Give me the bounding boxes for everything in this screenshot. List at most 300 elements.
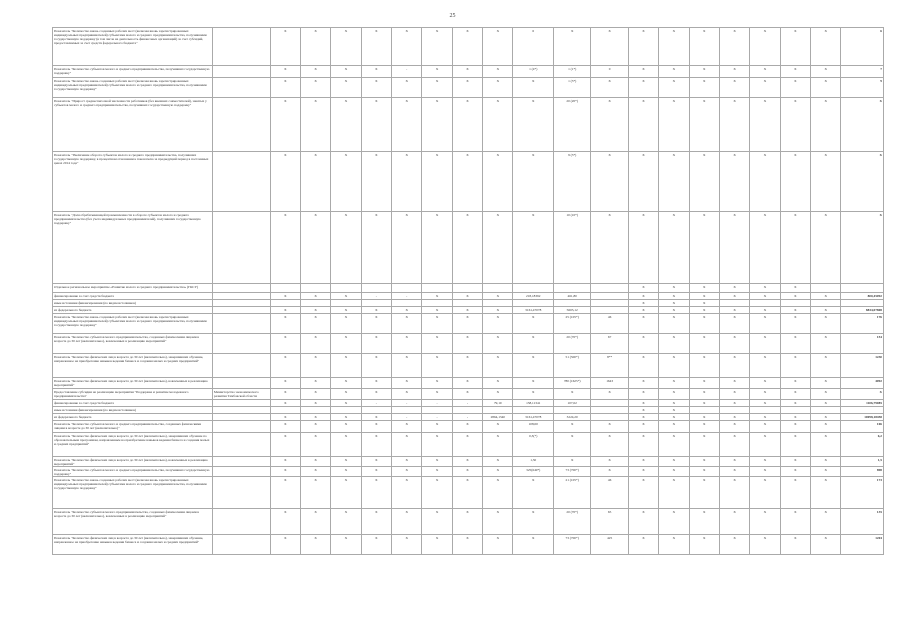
- value-cell: Х: [780, 354, 810, 378]
- value-cell: Х: [628, 300, 658, 307]
- value-cell: Х: [780, 467, 810, 477]
- executor-cell: [212, 433, 270, 457]
- value-cell: Х: [513, 152, 553, 212]
- table-row: [53, 307, 884, 314]
- value-cell: 20 (70*): [553, 509, 590, 535]
- value-cell: 1 (3*): [553, 78, 590, 98]
- value-cell: Х: [331, 477, 361, 509]
- value-cell: Х: [452, 212, 482, 284]
- value-cell: Х: [659, 421, 689, 433]
- table-row: [53, 334, 884, 354]
- value-cell: Х: [361, 152, 391, 212]
- value-cell: Х: [780, 98, 810, 152]
- table-row: [53, 467, 884, 477]
- value-cell: Х: [628, 433, 658, 457]
- value-cell: Х: [689, 284, 719, 293]
- value-cell: Х: [659, 400, 689, 407]
- value-cell: [591, 407, 628, 414]
- value-cell: Х: [392, 212, 422, 284]
- value-cell: 0: [591, 66, 628, 78]
- value-cell: 1 (4*): [513, 66, 553, 78]
- value-cell: Х: [628, 78, 658, 98]
- value-cell: Х: [452, 509, 482, 535]
- indicator-name-cell: финансирование за счет средств бюджета: [53, 293, 213, 300]
- total-cell: 135: [841, 509, 884, 535]
- value-cell: Х: [719, 421, 749, 433]
- value-cell: Х: [689, 457, 719, 467]
- value-cell: Х: [452, 457, 482, 467]
- value-cell: 9 (3*): [553, 152, 590, 212]
- value-cell: Х: [780, 314, 810, 334]
- value-cell: 425: [591, 535, 628, 555]
- value-cell: Х: [628, 477, 658, 509]
- value-cell: 46: [591, 314, 628, 334]
- value-cell: Х: [659, 307, 689, 314]
- value-cell: Х: [422, 28, 452, 66]
- value-cell: Х: [422, 467, 452, 477]
- indicator-name-cell: Показатель "Количество вновь созданных рабочих мест (включая вновь зарегистрированных индивидуальных предпринимателей) субъектами малого и среднего предпринимательства, получившими государственную поддержку": [53, 78, 213, 98]
- table-row: [53, 66, 884, 78]
- value-cell: Х: [659, 457, 689, 467]
- executor-cell: [212, 354, 270, 378]
- value-cell: Х: [483, 314, 513, 334]
- value-cell: Х: [689, 98, 719, 152]
- value-cell: Х: [719, 467, 749, 477]
- value-cell: Х: [750, 98, 780, 152]
- value-cell: Х: [361, 477, 391, 509]
- value-cell: Х: [719, 152, 749, 212]
- value-cell: Х: [452, 354, 482, 378]
- value-cell: Х: [628, 467, 658, 477]
- value-cell: Х: [811, 389, 841, 400]
- value-cell: Х: [628, 457, 658, 467]
- executor-cell: [212, 509, 270, 535]
- value-cell: Х: [689, 212, 719, 284]
- value-cell: 3224,20: [553, 414, 590, 421]
- value-cell: [553, 300, 590, 307]
- value-cell: Х: [719, 314, 749, 334]
- executor-cell: [212, 284, 270, 293]
- value-cell: Х: [392, 378, 422, 389]
- value-cell: Х: [422, 307, 452, 314]
- value-cell: Х: [780, 293, 810, 300]
- table-row: [53, 477, 884, 509]
- value-cell: Х: [392, 314, 422, 334]
- value-cell: Х: [591, 467, 628, 477]
- indicator-name-cell: Предоставление субсидии на реализацию мероприятия "Поддержка и развитие молодежного предпринимательства": [53, 389, 213, 400]
- value-cell: Х: [591, 98, 628, 152]
- value-cell: Х: [331, 457, 361, 467]
- executor-cell: [212, 414, 270, 421]
- value-cell: Х: [270, 152, 300, 212]
- value-cell: Х: [300, 457, 330, 467]
- value-cell: [553, 407, 590, 414]
- value-cell: Х: [659, 407, 689, 414]
- value-cell: Х: [300, 212, 330, 284]
- value-cell: Х: [300, 509, 330, 535]
- value-cell: Х: [483, 535, 513, 555]
- value-cell: Х: [750, 400, 780, 407]
- value-cell: Х: [331, 378, 361, 389]
- value-cell: Х: [750, 212, 780, 284]
- value-cell: Х: [422, 212, 452, 284]
- value-cell: Х: [422, 477, 452, 509]
- indicator-name-cell: Показатель "Количество физических лиц в возрасте до 30 лет (включительно), вовлеченных в реализацию мероприятий": [53, 457, 213, 467]
- indicator-name-cell: Показатель "Количество физических лиц в возрасте до 30 лет (включительно), вовлеченных в реализацию мероприятий": [53, 378, 213, 389]
- value-cell: 780 (1625*): [553, 378, 590, 389]
- value-cell: Х: [422, 314, 452, 334]
- value-cell: Х: [392, 477, 422, 509]
- total-cell: 106: [841, 421, 884, 433]
- value-cell: Х: [361, 334, 391, 354]
- total-cell: 800,45092: [841, 293, 884, 300]
- value-cell: 138,11341: [513, 400, 553, 407]
- value-cell: Х: [270, 477, 300, 509]
- value-cell: Х: [361, 378, 391, 389]
- value-cell: Х: [689, 477, 719, 509]
- value-cell: [392, 300, 422, 307]
- value-cell: Х: [553, 433, 590, 457]
- value-cell: Х: [689, 66, 719, 78]
- value-cell: Х: [719, 28, 749, 66]
- value-cell: Х: [689, 300, 719, 307]
- value-cell: -: [392, 66, 422, 78]
- value-cell: Х: [719, 354, 749, 378]
- value-cell: Х: [452, 314, 482, 334]
- value-cell: [422, 284, 452, 293]
- value-cell: Х: [422, 457, 452, 467]
- table-body: [53, 28, 884, 555]
- executor-cell: [212, 152, 270, 212]
- value-cell: Х: [300, 354, 330, 378]
- value-cell: [750, 300, 780, 307]
- value-cell: Х: [811, 293, 841, 300]
- value-cell: 325(649*): [513, 467, 553, 477]
- value-cell: Х: [422, 509, 452, 535]
- table-row: [53, 389, 884, 400]
- executor-cell: [212, 477, 270, 509]
- executor-cell: [212, 378, 270, 389]
- value-cell: Х: [422, 152, 452, 212]
- value-cell: Х: [750, 78, 780, 98]
- total-cell: 173: [841, 477, 884, 509]
- value-cell: Х: [811, 467, 841, 477]
- value-cell: Х: [780, 28, 810, 66]
- value-cell: Х: [689, 509, 719, 535]
- value-cell: Х: [689, 535, 719, 555]
- value-cell: Х: [719, 389, 749, 400]
- value-cell: Х: [270, 400, 300, 407]
- value-cell: Х: [659, 414, 689, 421]
- value-cell: Х: [483, 421, 513, 433]
- value-cell: 107,02: [553, 400, 590, 407]
- table-row: [53, 354, 884, 378]
- value-cell: [300, 407, 330, 414]
- value-cell: Х: [331, 535, 361, 555]
- value-cell: Х: [483, 467, 513, 477]
- indicator-name-cell: Показатель "Количество физических лиц в возрасте до 30 лет (включительно), завершивших обучение, направленное на приобретение навыков ведения бизнеса и создания малых и средних предприятий": [53, 354, 213, 378]
- value-cell: Х: [270, 433, 300, 457]
- value-cell: Х: [331, 98, 361, 152]
- value-cell: 73 (700*): [553, 467, 590, 477]
- indicator-name-cell: из федерального бюджета: [53, 307, 213, 314]
- value-cell: Х: [331, 334, 361, 354]
- value-cell: Х: [811, 98, 841, 152]
- executor-cell: [212, 421, 270, 433]
- value-cell: Х: [591, 28, 628, 66]
- value-cell: Х: [811, 314, 841, 334]
- value-cell: -: [361, 293, 391, 300]
- value-cell: Х: [452, 389, 482, 400]
- value-cell: -: [452, 400, 482, 407]
- value-cell: 67: [591, 334, 628, 354]
- total-cell: 6: [841, 28, 884, 66]
- value-cell: -: [422, 400, 452, 407]
- value-cell: Х: [750, 314, 780, 334]
- executor-cell: Министерство экономического развития Тамбовской области: [212, 389, 270, 400]
- value-cell: Х: [361, 457, 391, 467]
- value-cell: Х: [780, 477, 810, 509]
- total-cell: 6,2: [841, 433, 884, 457]
- value-cell: Х: [452, 66, 482, 78]
- value-cell: Х: [780, 307, 810, 314]
- value-cell: Х: [811, 307, 841, 314]
- value-cell: Х: [483, 334, 513, 354]
- value-cell: Х: [750, 293, 780, 300]
- value-cell: Х: [331, 66, 361, 78]
- value-cell: [780, 407, 810, 414]
- value-cell: Х: [780, 78, 810, 98]
- value-cell: Х: [689, 293, 719, 300]
- value-cell: Х: [689, 334, 719, 354]
- value-cell: Х: [659, 433, 689, 457]
- value-cell: Х: [361, 354, 391, 378]
- value-cell: [361, 284, 391, 293]
- value-cell: 0,3(*): [513, 433, 553, 457]
- value-cell: Х: [300, 98, 330, 152]
- value-cell: Х: [719, 212, 749, 284]
- value-cell: [300, 284, 330, 293]
- table-row: [53, 400, 884, 407]
- executor-cell: [212, 293, 270, 300]
- executor-cell: [212, 334, 270, 354]
- total-cell: Х: [841, 389, 884, 400]
- value-cell: Х: [750, 421, 780, 433]
- value-cell: Х: [811, 400, 841, 407]
- value-cell: [591, 293, 628, 300]
- value-cell: [452, 407, 482, 414]
- table-row: [53, 212, 884, 284]
- value-cell: Х: [780, 152, 810, 212]
- indicator-name-cell: Показатель "Количество физических лиц в возрасте до 30 лет (включительно), завершивших обучение по образовательным программам, направленным на приобретение навыков ведения бизнеса и создания малых и средних предприятий": [53, 433, 213, 457]
- value-cell: Х: [719, 535, 749, 555]
- value-cell: Х: [628, 307, 658, 314]
- table-row: [53, 293, 884, 300]
- value-cell: Х: [452, 477, 482, 509]
- executor-cell: [212, 407, 270, 414]
- indicator-table: [52, 27, 884, 555]
- value-cell: Х: [811, 477, 841, 509]
- value-cell: Х: [659, 28, 689, 66]
- value-cell: Х: [270, 389, 300, 400]
- value-cell: Х: [361, 314, 391, 334]
- value-cell: Х: [422, 334, 452, 354]
- value-cell: Х: [689, 314, 719, 334]
- value-cell: [361, 407, 391, 414]
- value-cell: 3161,47078: [513, 414, 553, 421]
- value-cell: Х: [750, 152, 780, 212]
- value-cell: Х: [483, 477, 513, 509]
- value-cell: Х: [300, 477, 330, 509]
- value-cell: Х: [659, 284, 689, 293]
- table-row: [53, 378, 884, 389]
- table-row: [53, 457, 884, 467]
- value-cell: Х: [628, 414, 658, 421]
- value-cell: -: [452, 414, 482, 421]
- value-cell: Х: [331, 433, 361, 457]
- indicator-name-cell: Показатель "Количество субъектов малого предпринимательства, созданных физическими лицами в возрасте до 30 лет (включительно), вовлеченных в реализацию мероприятий": [53, 509, 213, 535]
- value-cell: Х: [719, 284, 749, 293]
- value-cell: Х: [361, 535, 391, 555]
- value-cell: Х: [300, 293, 330, 300]
- value-cell: Х: [811, 509, 841, 535]
- value-cell: 21 (105*): [553, 477, 590, 509]
- value-cell: [331, 284, 361, 293]
- value-cell: Х: [300, 389, 330, 400]
- value-cell: [591, 400, 628, 407]
- value-cell: Х: [483, 457, 513, 467]
- value-cell: Х: [483, 354, 513, 378]
- value-cell: Х: [422, 66, 452, 78]
- value-cell: Х: [331, 152, 361, 212]
- value-cell: Х: [270, 457, 300, 467]
- value-cell: Х: [591, 389, 628, 400]
- value-cell: Х: [628, 509, 658, 535]
- value-cell: 1643: [591, 378, 628, 389]
- value-cell: 79,10: [483, 400, 513, 407]
- value-cell: Х: [300, 334, 330, 354]
- value-cell: Х: [719, 293, 749, 300]
- value-cell: Х: [628, 212, 658, 284]
- total-cell: 9: [841, 78, 884, 98]
- value-cell: Х: [750, 414, 780, 421]
- value-cell: Х: [780, 284, 810, 293]
- value-cell: Х: [750, 535, 780, 555]
- indicator-name-cell: иные источники финансирования (по видам источников): [53, 300, 213, 307]
- value-cell: Х: [513, 212, 553, 284]
- value-cell: -: [361, 400, 391, 407]
- table-row: [53, 414, 884, 421]
- value-cell: Х: [331, 354, 361, 378]
- table-row: [53, 314, 884, 334]
- value-cell: Х: [811, 457, 841, 467]
- value-cell: Х: [659, 314, 689, 334]
- value-cell: [270, 300, 300, 307]
- value-cell: Х: [719, 334, 749, 354]
- total-cell: 1106,79085: [841, 400, 884, 407]
- value-cell: Х: [750, 307, 780, 314]
- value-cell: Х: [483, 378, 513, 389]
- page-number: 25: [449, 13, 456, 19]
- value-cell: Х: [392, 467, 422, 477]
- value-cell: Х: [628, 354, 658, 378]
- value-cell: Х: [553, 457, 590, 467]
- value-cell: -: [392, 414, 422, 421]
- value-cell: 218,18392: [513, 293, 553, 300]
- value-cell: Х: [361, 78, 391, 98]
- value-cell: Х: [780, 414, 810, 421]
- value-cell: 1 (1*): [553, 66, 590, 78]
- value-cell: Х: [628, 314, 658, 334]
- value-cell: [483, 407, 513, 414]
- value-cell: Х: [659, 477, 689, 509]
- value-cell: 46: [591, 477, 628, 509]
- value-cell: Х: [750, 334, 780, 354]
- value-cell: Х: [659, 66, 689, 78]
- value-cell: Х: [591, 78, 628, 98]
- value-cell: Х: [811, 152, 841, 212]
- value-cell: Х: [719, 307, 749, 314]
- value-cell: 65: [591, 509, 628, 535]
- executor-cell: [212, 212, 270, 284]
- value-cell: Х: [331, 414, 361, 421]
- value-cell: Х: [780, 457, 810, 467]
- value-cell: Х: [750, 284, 780, 293]
- value-cell: Х: [780, 378, 810, 389]
- value-cell: 73 (700*): [553, 535, 590, 555]
- table-row: [53, 284, 884, 293]
- value-cell: [719, 300, 749, 307]
- value-cell: Х: [300, 433, 330, 457]
- value-cell: [719, 407, 749, 414]
- value-cell: Х: [659, 78, 689, 98]
- indicator-name-cell: Показатель "Количество субъектов малого и среднего предпринимательства, созданных физическими лицами в возрасте до 30 лет (включительно)": [53, 421, 213, 433]
- value-cell: Х: [422, 78, 452, 98]
- value-cell: Х: [689, 378, 719, 389]
- value-cell: Х: [270, 28, 300, 66]
- table-row: [53, 28, 884, 66]
- value-cell: Х: [331, 293, 361, 300]
- value-cell: [483, 284, 513, 293]
- value-cell: Х: [452, 535, 482, 555]
- value-cell: Х: [422, 354, 452, 378]
- value-cell: Х: [628, 66, 658, 78]
- value-cell: Х: [719, 457, 749, 467]
- value-cell: Х: [689, 152, 719, 212]
- value-cell: Х: [270, 509, 300, 535]
- value-cell: Х: [331, 509, 361, 535]
- indicator-name-cell: Показатель "Количество вновь созданных рабочих мест (включая вновь зарегистрированных индивидуальных предпринимателей) субъектами малого и среднего предпринимательства, получившими государственную поддержку (в том числе на деятельность финансовых организаций) за счет субсидий, предоставляемых за счет средств федерального бюджета": [53, 28, 213, 66]
- table-row: [53, 535, 884, 555]
- value-cell: Х: [750, 433, 780, 457]
- value-cell: Х: [750, 457, 780, 467]
- value-cell: Х: [719, 98, 749, 152]
- indicator-name-cell: Показатель "Количество вновь созданных рабочих мест (включая вновь зарегистрированных индивидуальных предпринимателей) субъектами малого и среднего предпринимательства, получившими государственную поддержку": [53, 314, 213, 334]
- value-cell: Х: [300, 28, 330, 66]
- value-cell: Х: [300, 66, 330, 78]
- value-cell: Х: [331, 28, 361, 66]
- value-cell: Х: [659, 389, 689, 400]
- value-cell: Х: [452, 293, 482, 300]
- value-cell: [270, 284, 300, 293]
- value-cell: Х: [591, 212, 628, 284]
- value-cell: [591, 414, 628, 421]
- value-cell: Х: [689, 433, 719, 457]
- value-cell: Х: [780, 389, 810, 400]
- value-cell: [422, 407, 452, 414]
- value-cell: 1,30: [513, 457, 553, 467]
- value-cell: Х: [361, 28, 391, 66]
